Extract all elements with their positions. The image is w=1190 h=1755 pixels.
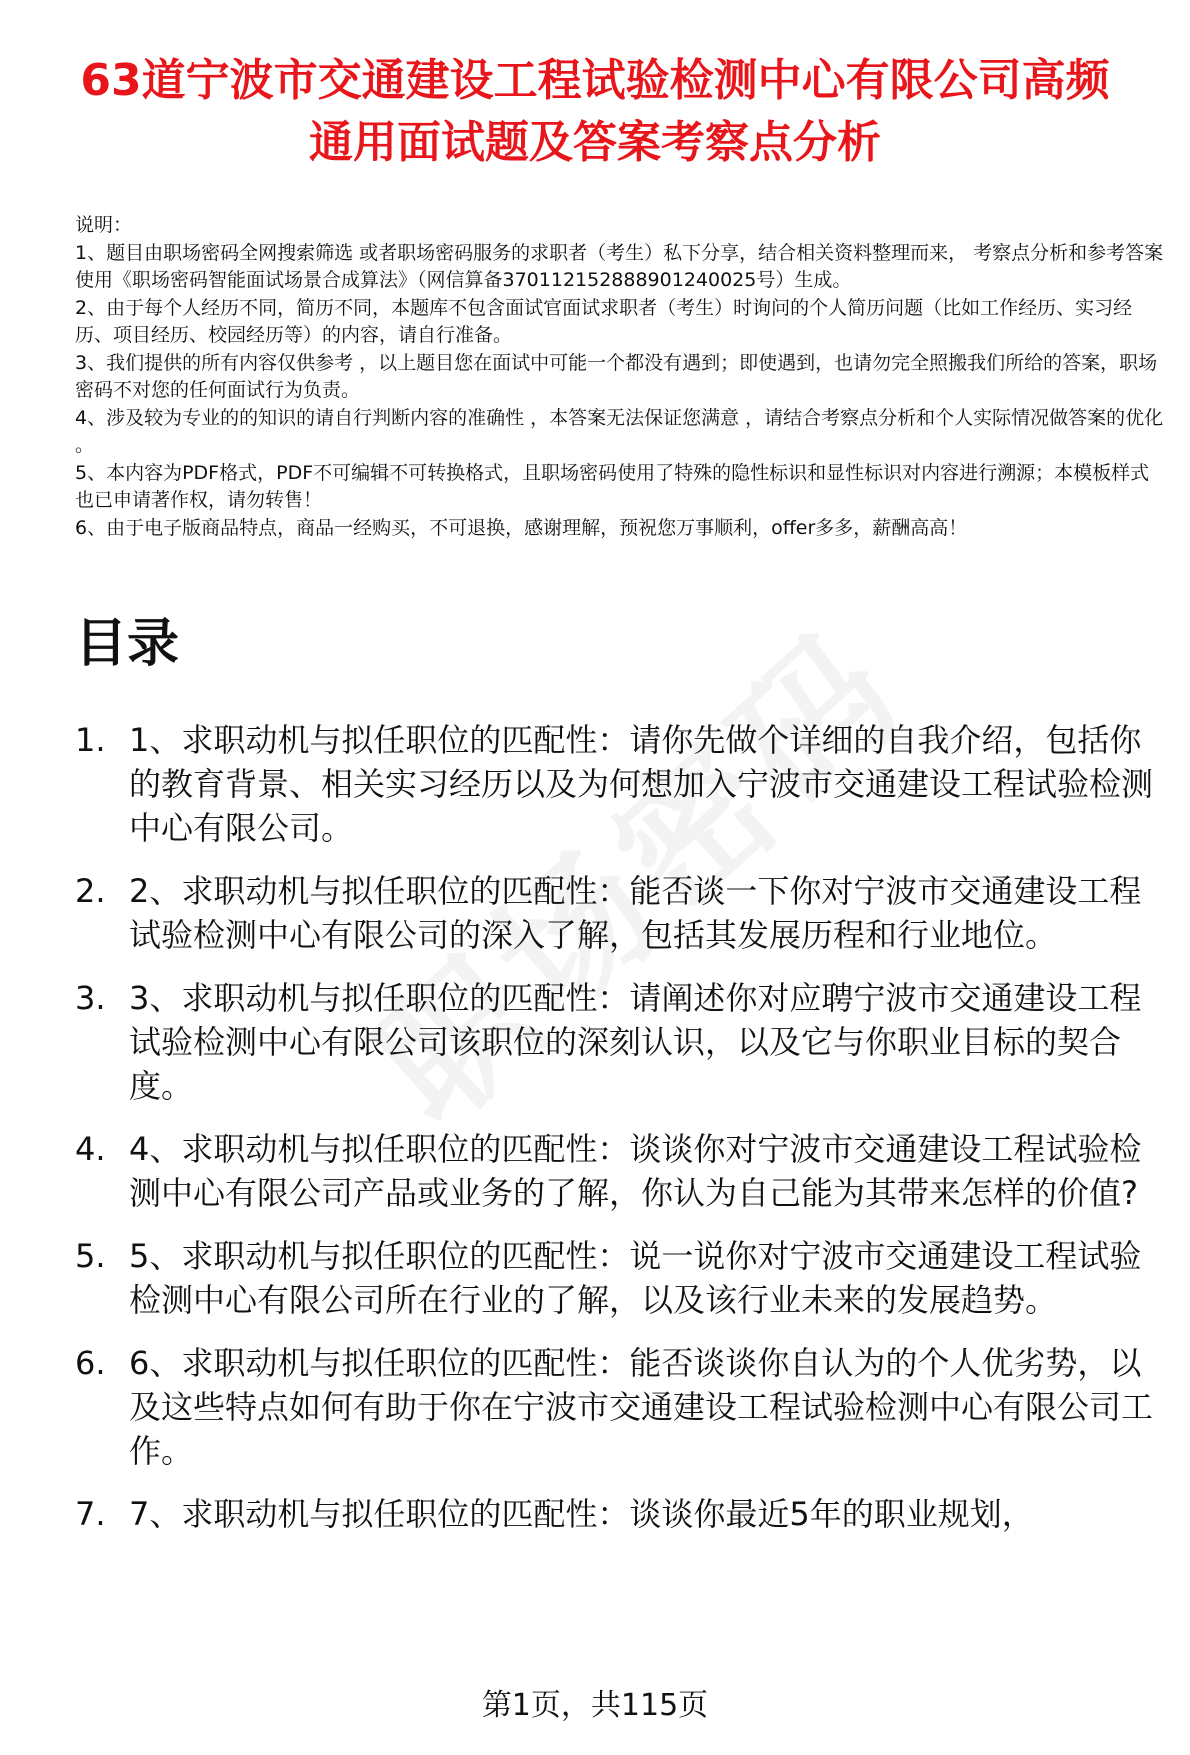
toc-item[interactable] <box>75 1341 1165 1473</box>
toc-item-number: 1. <box>75 721 106 759</box>
toc-item-text: 2、求职动机与拟任职位的匹配性：能否谈一下你对宁波市交通建设工程试验检测中心有限公司的深入了解，包括其发展历程和行业地位。 <box>129 872 1142 954</box>
toc-list <box>75 718 1165 1555</box>
toc-heading: 目录 <box>75 614 180 674</box>
note-item: 2、由于每个人经历不同，简历不同，本题库不包含面试官面试求职者（考生）时询问的个人简历问题（比如工作经历、实习经历、项目经历、校园经历等）的内容，请自行准备。 <box>75 296 1133 346</box>
toc-item[interactable] <box>75 869 1165 957</box>
toc-item[interactable] <box>75 1234 1165 1322</box>
toc-item[interactable] <box>75 1492 1165 1536</box>
notes-section <box>75 212 1165 542</box>
toc-item-text: 3、求职动机与拟任职位的匹配性：请阐述你对应聘宁波市交通建设工程试验检测中心有限公司该职位的深刻认识，以及它与你职业目标的契合度。 <box>129 979 1142 1105</box>
note-item: 5、本内容为PDF格式，PDF不可编辑不可转换格式，且职场密码使用了特殊的隐性标识和显性标识对内容进行溯源；本模板样式也已申请著作权，请勿转售！ <box>75 461 1150 511</box>
note-item: 4、涉及较为专业的的知识的请自行判断内容的准确性 ，本答案无法保证您满意 ，请结合考察点分析和个人实际情况做答案的优化 。 <box>75 406 1164 456</box>
toc-item-text: 4、求职动机与拟任职位的匹配性：谈谈你对宁波市交通建设工程试验检测中心有限公司产品或业务的了解，你认为自己能为其带来怎样的价值? <box>129 1130 1142 1212</box>
note-item: 3、我们提供的所有内容仅供参考 ，以上题目您在面试中可能一个都没有遇到；即使遇到，也请勿完全照搬我们所给的答案，职场密码不对您的任何面试行为负责。 <box>75 351 1158 401</box>
toc-item-number: 3. <box>75 979 106 1017</box>
toc-item-text: 5、求职动机与拟任职位的匹配性：说一说你对宁波市交通建设工程试验检测中心有限公司所在行业的了解，以及该行业未来的发展趋势。 <box>129 1237 1142 1319</box>
note-item: 6、由于电子版商品特点，商品一经购买，不可退换，感谢理解，预祝您万事顺利，offer多多，薪酬高高！ <box>75 516 968 539</box>
document-title: 63道宁波市交通建设工程试验检测中心有限公司高频通用面试题及答案考察点分析 <box>80 55 1110 168</box>
notes-heading: 说明： <box>75 214 133 236</box>
toc-item-number: 6. <box>75 1344 106 1382</box>
toc-item-text: 6、求职动机与拟任职位的匹配性：能否谈谈你自认为的个人优劣势，以及这些特点如何有助于你在宁波市交通建设工程试验检测中心有限公司工作。 <box>129 1344 1154 1470</box>
toc-item-number: 7. <box>75 1495 106 1533</box>
toc-item[interactable] <box>75 1127 1165 1215</box>
toc-item-number: 2. <box>75 872 106 910</box>
page-footer: 第1页，共115页 <box>0 1686 1190 1726</box>
toc-item-text: 7、求职动机与拟任职位的匹配性：谈谈你最近5年的职业规划， <box>129 1495 1034 1533</box>
toc-item[interactable] <box>75 718 1165 850</box>
toc-item-number: 4. <box>75 1130 106 1168</box>
toc-item[interactable] <box>75 976 1165 1108</box>
toc-item-number: 5. <box>75 1237 106 1275</box>
toc-item-text: 1、求职动机与拟任职位的匹配性：请你先做个详细的自我介绍，包括你的教育背景、相关实习经历以及为何想加入宁波市交通建设工程试验检测中心有限公司。 <box>129 721 1154 847</box>
note-item: 1、题目由职场密码全网搜索筛选 或者职场密码服务的求职者（考生）私下分享，结合相关资料整理而来， 考察点分析和参考答案使用《职场密码智能面试场景合成算法》（网信算备370112152888901240025号）生成。 <box>75 241 1164 291</box>
